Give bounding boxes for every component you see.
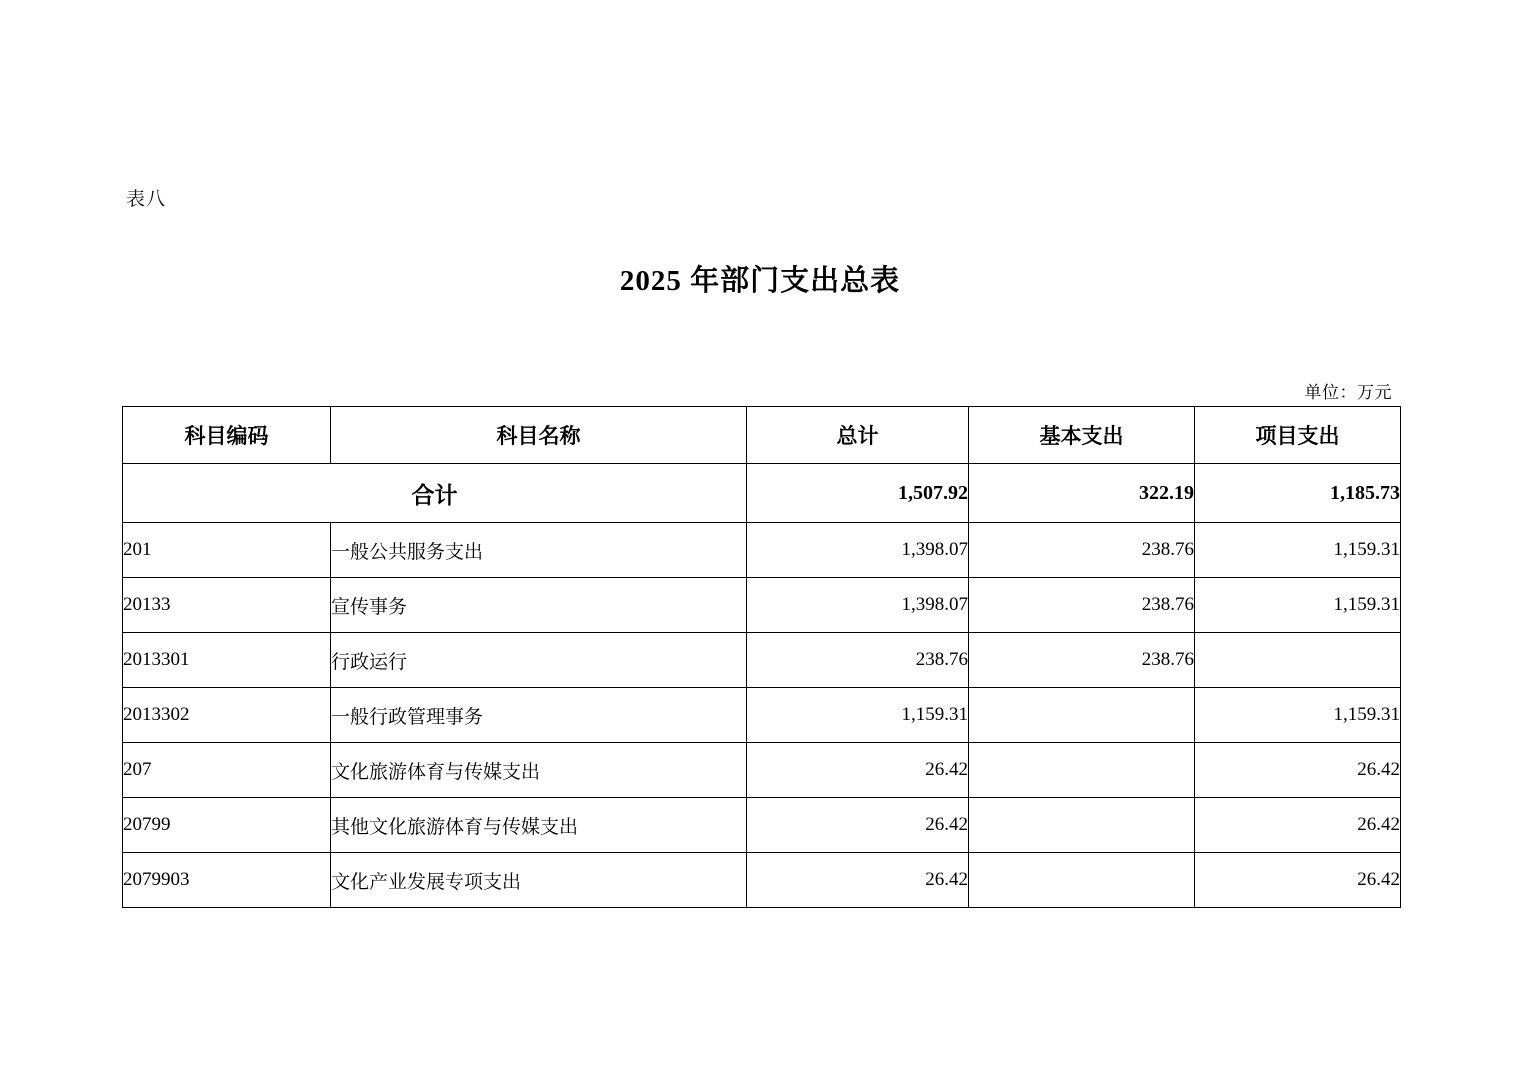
column-header-name: 科目名称: [331, 407, 747, 464]
cell-project: 1,159.31: [1195, 578, 1401, 633]
cell-subject-code: 20133: [123, 578, 331, 633]
cell-project: [1195, 633, 1401, 688]
column-header-project: 项目支出: [1195, 407, 1401, 464]
cell-subject-name: 一般行政管理事务: [331, 688, 747, 743]
table-row: [123, 743, 1401, 798]
cell-project: 26.42: [1195, 743, 1401, 798]
cell-subject-name: 行政运行: [331, 633, 747, 688]
cell-subject-code: 2013302: [123, 688, 331, 743]
cell-basic: [969, 688, 1195, 743]
cell-total: 26.42: [747, 798, 969, 853]
cell-basic: 238.76: [969, 523, 1195, 578]
table-header: [123, 407, 1401, 464]
table-row-total: [123, 464, 1401, 523]
cell-subject-code: 20799: [123, 798, 331, 853]
table-row: [123, 798, 1401, 853]
cell-basic: 238.76: [969, 633, 1195, 688]
cell-subject-name: 一般公共服务支出: [331, 523, 747, 578]
cell-basic: 238.76: [969, 578, 1195, 633]
sheet-label: 表八: [126, 189, 167, 210]
table-row: [123, 688, 1401, 743]
unit-note: 单位：万元: [1304, 383, 1392, 402]
table-row: [123, 578, 1401, 633]
column-header-code: 科目编码: [123, 407, 331, 464]
cell-total: 1,398.07: [747, 578, 969, 633]
total-label: 合计: [123, 464, 747, 523]
cell-total: 26.42: [747, 743, 969, 798]
cell-total: 238.76: [747, 633, 969, 688]
cell-subject-name: 其他文化旅游体育与传媒支出: [331, 798, 747, 853]
cell-project: 26.42: [1195, 853, 1401, 908]
total-project: 1,185.73: [1195, 464, 1401, 523]
total-basic: 322.19: [969, 464, 1195, 523]
cell-total: 1,159.31: [747, 688, 969, 743]
cell-subject-name: 文化旅游体育与传媒支出: [331, 743, 747, 798]
total-total: 1,507.92: [747, 464, 969, 523]
cell-subject-code: 2013301: [123, 633, 331, 688]
cell-basic: [969, 743, 1195, 798]
cell-project: 26.42: [1195, 798, 1401, 853]
table-row: [123, 853, 1401, 908]
table-row: [123, 633, 1401, 688]
page-title: 2025 年部门支出总表: [619, 265, 901, 297]
table-header-row: [123, 407, 1401, 464]
expenditure-table: [122, 406, 1401, 908]
cell-total: 26.42: [747, 853, 969, 908]
cell-project: 1,159.31: [1195, 523, 1401, 578]
cell-subject-code: 2079903: [123, 853, 331, 908]
cell-basic: [969, 798, 1195, 853]
cell-project: 1,159.31: [1195, 688, 1401, 743]
column-header-total: 总计: [747, 407, 969, 464]
cell-subject-code: 207: [123, 743, 331, 798]
cell-subject-code: 201: [123, 523, 331, 578]
column-header-basic: 基本支出: [969, 407, 1195, 464]
cell-subject-name: 宣传事务: [331, 578, 747, 633]
table-body: [123, 464, 1401, 908]
cell-subject-name: 文化产业发展专项支出: [331, 853, 747, 908]
table-row: [123, 523, 1401, 578]
cell-basic: [969, 853, 1195, 908]
cell-total: 1,398.07: [747, 523, 969, 578]
